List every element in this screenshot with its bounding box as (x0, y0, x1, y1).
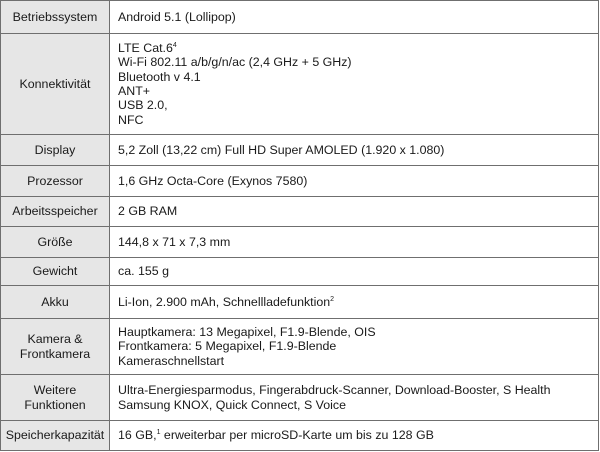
value-line: ANT+ (118, 84, 151, 98)
row-value (110, 421, 599, 451)
table-row (1, 135, 599, 166)
value-line: NFC (118, 112, 144, 127)
row-value (110, 375, 599, 421)
value-line: Hauptkamera: 13 Megapixel, F1.9-Blende, OIS (118, 324, 376, 339)
row-label (1, 319, 110, 375)
value-line: USB 2.0, (118, 98, 168, 113)
row-value (110, 34, 599, 135)
table-row (1, 34, 599, 135)
value-line (118, 428, 598, 442)
row-value (110, 319, 599, 375)
row-label: Akku (1, 286, 110, 319)
table-row (1, 258, 599, 286)
value-line: Wi-Fi 802.11 a/b/g/n/ac (2,4 GHz + 5 GHz) (118, 55, 352, 70)
table-row (1, 227, 599, 258)
value-line: Samsung KNOX, Quick Connect, S Voice (118, 397, 346, 412)
row-label: Prozessor (1, 166, 110, 197)
value-line: ca. 155 g (118, 264, 169, 279)
value-line (118, 41, 598, 55)
value-line: Kameraschnellstart (118, 353, 225, 368)
value-line: 1,6 GHz Octa-Core (Exynos 7580) (118, 173, 308, 188)
row-label: Display (1, 135, 110, 166)
value-line: 2 GB RAM (118, 204, 178, 219)
row-label: Gewicht (1, 258, 110, 286)
value-line: Frontkamera: 5 Megapixel, F1.9-Blende (118, 339, 337, 354)
row-value (110, 135, 599, 166)
row-value (110, 227, 599, 258)
table-row (1, 375, 599, 421)
row-value (110, 197, 599, 227)
table-row (1, 319, 599, 375)
label-line: Frontkamera (19, 346, 91, 361)
value-text: LTE Cat.6 (118, 40, 173, 55)
row-value (110, 258, 599, 286)
value-text: erweiterbar per microSD-Karte um bis zu 128 GB (160, 428, 434, 443)
table-row (1, 197, 599, 227)
value-line: Ultra-Energiesparmodus, Fingerabdruck-Scanner, Download-Booster, S Health (118, 383, 551, 398)
value-line (118, 295, 598, 309)
value-line: 5,2 Zoll (13,22 cm) Full HD Super AMOLED (1.920 x 1.080) (118, 142, 445, 157)
row-value (110, 286, 599, 319)
row-label (1, 375, 110, 421)
value-text: 16 GB, (118, 428, 157, 443)
table-row (1, 166, 599, 197)
table-row (1, 1, 599, 34)
value-line: Bluetooth v 4.1 (118, 69, 201, 84)
value-line: 144,8 x 71 x 7,3 mm (118, 234, 231, 249)
value-text: Li-Ion, 2.900 mAh, Schnellladefunktion (118, 294, 331, 309)
footnote-marker: 2 (330, 295, 335, 303)
label-line: Kamera & (27, 332, 83, 347)
row-value (110, 166, 599, 197)
row-value (110, 1, 599, 34)
table-row (1, 421, 599, 451)
row-label: Speicherkapazität (1, 421, 110, 451)
row-label: Betriebssystem (1, 1, 110, 34)
label-line: Weitere (33, 383, 77, 398)
label-line: Funktionen (24, 397, 86, 412)
footnote-marker: 4 (172, 41, 177, 49)
footnote-marker: 1 (156, 429, 161, 437)
row-label: Größe (1, 227, 110, 258)
row-label: Konnektivität (1, 34, 110, 135)
table-row (1, 286, 599, 319)
value-line: Android 5.1 (Lollipop) (118, 9, 236, 24)
row-label: Arbeitsspeicher (1, 197, 110, 227)
